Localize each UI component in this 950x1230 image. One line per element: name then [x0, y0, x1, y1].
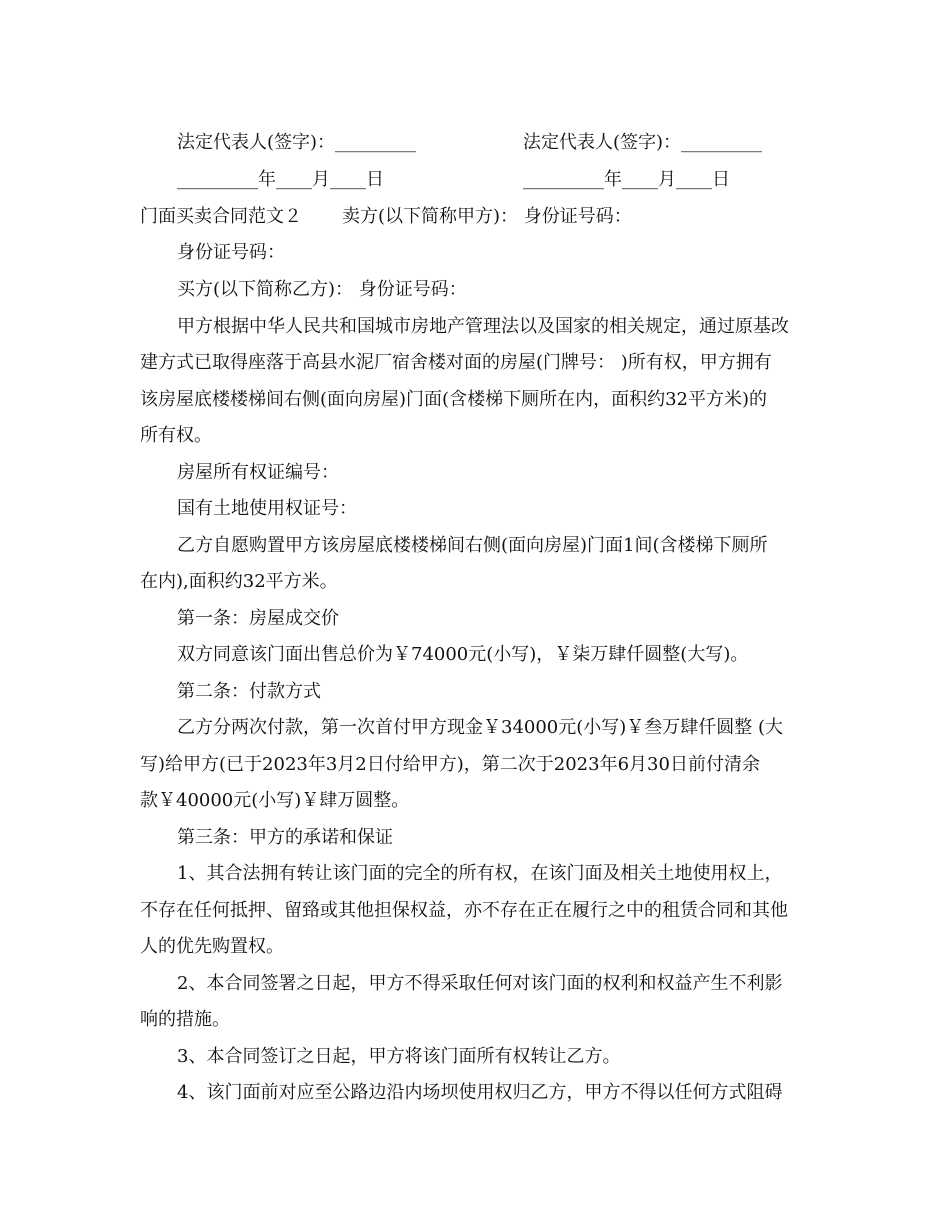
paragraph-line: 乙方分两次付款，第一次首付甲方现金￥34000元(小写)￥叁万肆仟圆整 (大 — [177, 717, 784, 738]
paragraph-line: 不存在任何抵押、留臵或其他担保权益，亦不存在正在履行之中的租赁合同和其他 — [140, 900, 788, 921]
paragraph-line: 身份证号码： — [177, 242, 285, 263]
clause-heading: 第二条：付款方式 — [177, 681, 321, 702]
paragraph-line: 响的措施。 — [140, 1009, 230, 1030]
paragraph-line: 2、本合同签署之日起，甲方不得采取任何对该门面的权利和权益产生不利影 — [177, 973, 783, 994]
seller-info: 卖方(以下简称甲方)： 身份证号码： — [342, 206, 632, 227]
paragraph-line: 该房屋底楼楼梯间右侧(面向房屋)门面(含楼梯下厕所在内，面积约32平方米)的 — [140, 389, 767, 410]
paragraph-line: 国有土地使用权证号： — [177, 498, 357, 519]
paragraph-line: 写)给甲方(已于2023年3月2日付给甲方)，第二次于2023年6月30日前付清余 — [140, 754, 760, 775]
right-date-line: _________年____月____日 — [523, 169, 730, 190]
paragraph-line: 建方式已取得座落于高县水泥厂宿舍楼对面的房屋(门牌号： )所有权，甲方拥有 — [140, 352, 772, 373]
paragraph-line: 所有权。 — [140, 425, 212, 446]
left-representative-signature: 法定代表人(签字)：_________ — [177, 132, 417, 153]
clause-heading: 第一条：房屋成交价 — [177, 608, 339, 629]
paragraph-line: 3、本合同签订之日起，甲方将该门面所有权转让乙方。 — [177, 1046, 621, 1067]
paragraph-line: 1、其合法拥有转让该门面的完全的所有权，在该门面及相关土地使用权上， — [177, 863, 783, 884]
paragraph-line: 4、该门面前对应至公路边沿内场坝使用权归乙方，甲方不得以任何方式阻碍 — [177, 1082, 783, 1103]
paragraph-line: 买方(以下简称乙方)： 身份证号码： — [177, 279, 467, 300]
paragraph-line: 双方同意该门面出售总价为￥74000元(小写)，￥柒万肆仟圆整(大写)。 — [177, 644, 749, 665]
paragraph-line: 款￥40000元(小写)￥肆万圆整。 — [140, 790, 410, 811]
left-date-line: _________年____月____日 — [177, 169, 384, 190]
paragraph-line: 在内),面积约32平方米。 — [140, 571, 338, 592]
paragraph-line: 乙方自愿购置甲方该房屋底楼楼梯间右侧(面向房屋)门面1间(含楼梯下厕所 — [177, 535, 768, 556]
right-representative-signature: 法定代表人(签字)：_________ — [523, 132, 763, 153]
paragraph-line: 房屋所有权证编号： — [177, 462, 339, 483]
paragraph-line: 人的优先购置权。 — [140, 936, 284, 957]
document-heading — [140, 204, 632, 230]
paragraph-line: 甲方根据中华人民共和国城市房地产管理法以及国家的相关规定，通过原基改 — [177, 316, 789, 337]
clause-heading: 第三条：甲方的承诺和保证 — [177, 827, 393, 848]
document-title: 门面买卖合同范文２ — [140, 206, 302, 227]
